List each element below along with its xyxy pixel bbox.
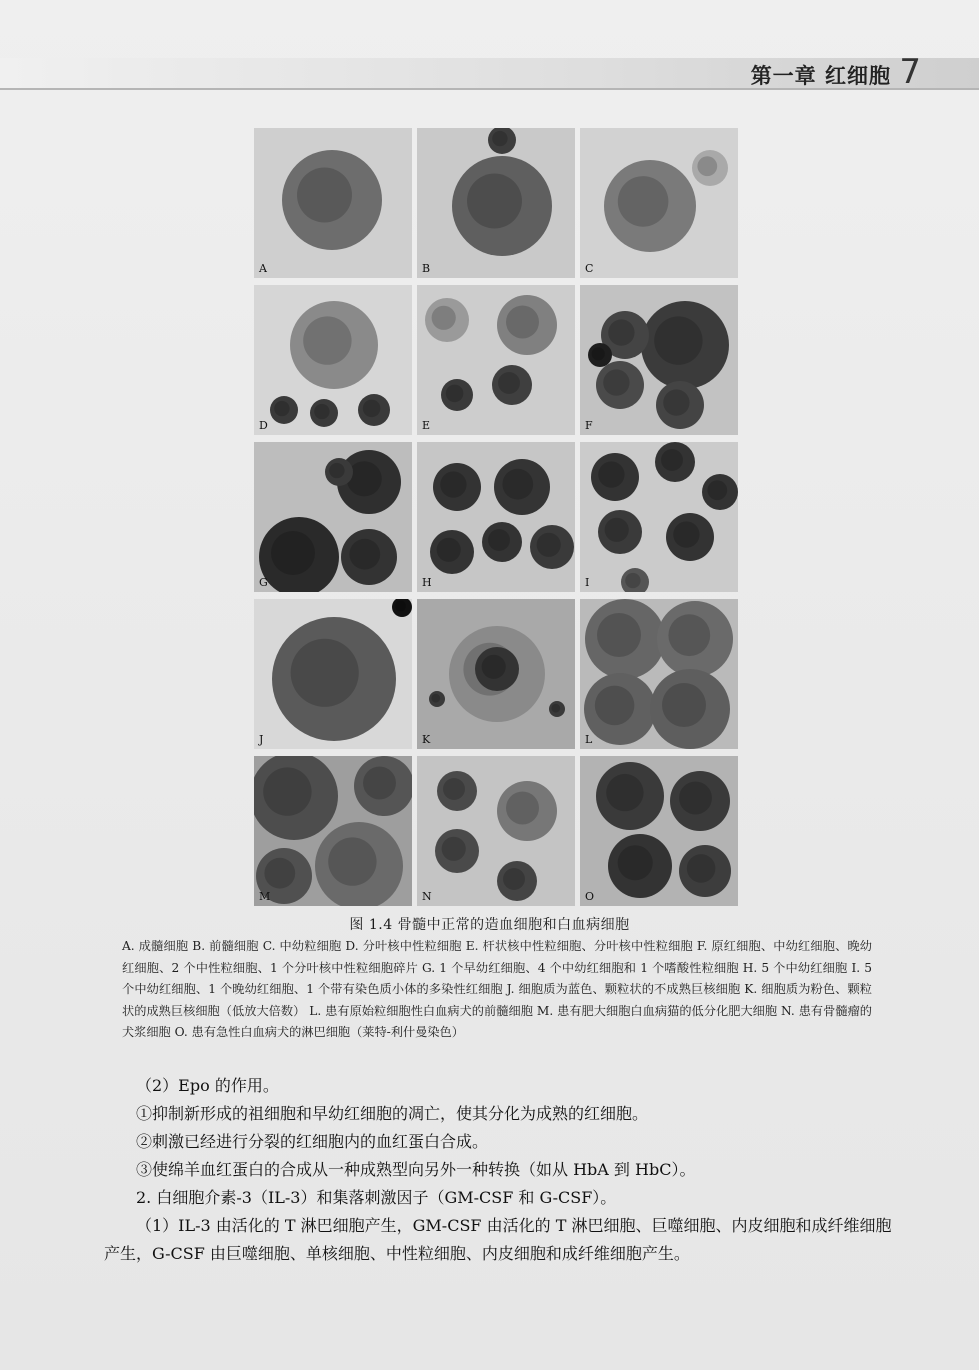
nucleus-shape: [274, 401, 289, 416]
micrograph-image: [580, 128, 738, 278]
nucleus-shape: [597, 613, 641, 657]
nucleus-shape: [662, 683, 706, 727]
nucleus-shape: [679, 782, 712, 815]
panel-label: B: [422, 262, 431, 275]
nucleus-shape: [482, 655, 506, 679]
micrograph-image: [254, 442, 412, 592]
nucleus-shape: [347, 461, 382, 496]
micrograph-image: [417, 442, 575, 592]
page-number: 7: [899, 52, 921, 92]
micrograph-panel-l: [580, 599, 738, 749]
micrograph-panel-d: [254, 285, 412, 435]
panel-label: H: [422, 576, 432, 589]
nucleus-shape: [506, 306, 539, 339]
nucleus-shape: [263, 767, 311, 815]
nucleus-shape: [697, 156, 717, 176]
panel-label: I: [585, 576, 590, 589]
micrograph-panel-g: [254, 442, 412, 592]
micrograph-image: [417, 285, 575, 435]
micrograph-panel-i: [580, 442, 738, 592]
nucleus-shape: [618, 176, 669, 227]
paragraph: （1）IL-3 由活化的 T 淋巴细胞产生，GM-CSF 由活化的 T 淋巴细胞、巨噬细胞、内皮细胞和成纤维细胞产生，G-CSF 由巨噬细胞、单核细胞、中性粒细胞、内皮细胞和成纤维细胞产生。: [104, 1216, 892, 1263]
panel-label: L: [585, 733, 593, 746]
nucleus-shape: [687, 854, 716, 883]
micrograph-image: [254, 599, 412, 749]
nucleus-shape: [395, 601, 406, 612]
nucleus-shape: [467, 174, 522, 229]
micrograph-panel-o: [580, 756, 738, 906]
nucleus-shape: [303, 316, 351, 364]
nucleus-shape: [446, 385, 464, 403]
nucleus-shape: [440, 471, 466, 497]
panel-label: G: [259, 576, 268, 589]
panel-label: F: [585, 419, 593, 432]
micrograph-image: [580, 599, 738, 749]
chapter-title: 第一章 红细胞: [750, 64, 891, 88]
micrograph-panel-h: [417, 442, 575, 592]
micrograph-panel-m: [254, 756, 412, 906]
figure-caption-body: A. 成髓细胞 B. 前髓细胞 C. 中幼粒细胞 D. 分叶核中性粒细胞 E. 杆状核中性粒细胞、分叶核中性粒细胞 F. 原红细胞、中幼红细胞、晚幼红细胞、2 个中性粒细胞、1 个分叶核中性粒细胞碎片 G. 1 个早幼红细胞、4 个中幼红细胞和 1 个嗜酸性粒细胞 H. 5 个中幼红细胞 I. 5 个中幼红细胞、1 个晚幼红细胞、1 个带有染色质小体的多染性红细胞 J. 细胞质为蓝色、颗粒状的不成熟巨核细胞 K. 细胞质为粉色、颗粒状的成熟巨核细胞（低放大倍数） L. 患有原始粒细胞性白血病犬的前髓细胞 M. 患有肥大细胞白血病猫的低分化肥大细胞 N. 患有骨髓瘤的犬浆细胞 O. 患有急性白血病犬的淋巴细胞（莱特-利什曼染色）: [122, 939, 872, 1039]
body-text: [104, 1072, 894, 1268]
micrograph-image: [417, 599, 575, 749]
micrograph-image: [580, 285, 738, 435]
nucleus-shape: [488, 529, 510, 551]
nucleus-shape: [707, 480, 727, 500]
micrograph-image: [417, 756, 575, 906]
nucleus-shape: [551, 704, 560, 713]
nucleus-shape: [437, 538, 461, 562]
nucleus-shape: [363, 400, 381, 418]
nucleus-shape: [314, 404, 329, 419]
panel-label: A: [259, 262, 267, 275]
panel-label: C: [585, 262, 594, 275]
micrograph-image: [254, 756, 412, 906]
micrograph-image: [580, 756, 738, 906]
micrograph-image: [254, 128, 412, 278]
nucleus-shape: [363, 767, 396, 800]
nucleus-shape: [598, 461, 624, 487]
nucleus-shape: [625, 573, 640, 588]
nucleus-shape: [668, 614, 710, 656]
panel-label: D: [259, 419, 268, 432]
micrograph-image: [580, 442, 738, 592]
nucleus-shape: [502, 469, 533, 500]
nucleus-shape: [264, 858, 295, 889]
nucleus-shape: [328, 837, 376, 885]
micrograph-image: [254, 285, 412, 435]
paragraph: （2）Epo 的作用。: [136, 1076, 279, 1095]
nucleus-shape: [431, 694, 440, 703]
nucleus-shape: [608, 319, 634, 345]
micrograph-panel-j: [254, 599, 412, 749]
micrograph-panel-k: [417, 599, 575, 749]
figure-caption-title: 图 1.4 骨髓中正常的造血细胞和白血病细胞: [349, 917, 630, 933]
nucleus-shape: [291, 639, 359, 707]
nucleus-shape: [595, 686, 635, 726]
nucleus-shape: [654, 316, 702, 364]
nucleus-shape: [661, 449, 683, 471]
nucleus-shape: [673, 521, 699, 547]
micrograph-panel-a: [254, 128, 412, 278]
nucleus-shape: [492, 131, 507, 146]
nucleus-shape: [618, 845, 653, 880]
panel-label: E: [422, 419, 431, 432]
nucleus-shape: [603, 369, 629, 395]
panel-label: N: [422, 890, 432, 903]
micrograph-panel-c: [580, 128, 738, 278]
paragraph: 2. 白细胞介素-3（IL-3）和集落刺激因子（GM-CSF 和 G-CSF）。: [136, 1188, 617, 1207]
nucleus-shape: [606, 774, 643, 811]
nucleus-shape: [506, 792, 539, 825]
nucleus-shape: [329, 463, 344, 478]
nucleus-shape: [503, 868, 525, 890]
micrograph-panel-b: [417, 128, 575, 278]
nucleus-shape: [443, 778, 465, 800]
nucleus-shape: [432, 306, 456, 330]
nucleus-shape: [663, 389, 689, 415]
nucleus-shape: [498, 372, 520, 394]
nucleus-shape: [605, 518, 629, 542]
nucleus-shape: [442, 837, 466, 861]
micrograph-panel-n: [417, 756, 575, 906]
paragraph: ①抑制新形成的祖细胞和早幼红细胞的凋亡，使其分化为成熟的红细胞。: [136, 1104, 649, 1123]
nucleus-shape: [297, 168, 352, 223]
micrograph-panel-e: [417, 285, 575, 435]
nucleus-shape: [537, 533, 561, 557]
nucleus-shape: [592, 347, 605, 360]
paragraph: ③使绵羊血红蛋白的合成从一种成熟型向另外一种转换（如从 HbA 到 HbC）。: [136, 1160, 696, 1179]
nucleus-shape: [349, 539, 380, 570]
panel-label: M: [259, 890, 271, 903]
micrograph-panel-f: [580, 285, 738, 435]
panel-label: K: [422, 733, 431, 746]
panel-label: O: [585, 890, 595, 903]
paragraph: ②刺激已经进行分裂的红细胞内的血红蛋白合成。: [136, 1132, 489, 1151]
micrograph-figure: [254, 128, 738, 904]
micrograph-image: [417, 128, 575, 278]
panel-label: J: [259, 733, 264, 746]
nucleus-shape: [271, 531, 315, 575]
